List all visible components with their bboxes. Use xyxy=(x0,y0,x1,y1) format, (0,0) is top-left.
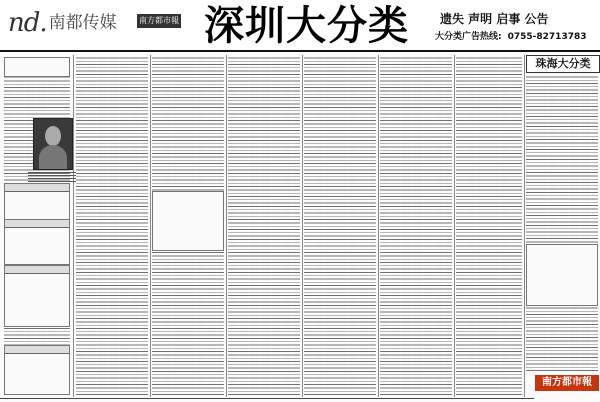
column-divider xyxy=(226,55,227,397)
logo-badge: 南方都市報 xyxy=(137,14,181,28)
zhuhai-section-title: 珠海大分类 xyxy=(526,55,600,73)
column-divider xyxy=(150,55,151,397)
hotline-label: 大分类广告热线: xyxy=(435,32,502,42)
bottom-rule xyxy=(0,398,534,399)
ad-box xyxy=(526,244,598,306)
column-divider xyxy=(454,55,455,397)
page-title: 深圳大分类 xyxy=(204,3,409,49)
ad-box xyxy=(4,345,70,395)
nd-logo xyxy=(8,10,117,36)
ad-column-5 xyxy=(304,55,376,397)
categories-line: 遗失 声明 启事 公告 xyxy=(440,12,549,26)
photo-caption xyxy=(28,172,76,182)
zhuhai-rule xyxy=(526,72,598,73)
corner-subtext xyxy=(535,391,599,401)
masthead xyxy=(0,0,600,52)
ad-box xyxy=(4,219,70,265)
newspaper-logo-badge: 南方都市報 xyxy=(535,375,599,391)
masthead-rule xyxy=(0,50,600,52)
portrait-photo xyxy=(33,118,73,170)
ad-box xyxy=(4,265,70,327)
column-divider xyxy=(302,55,303,397)
ad-column-7 xyxy=(456,55,522,397)
ad-column-6 xyxy=(380,55,452,397)
logo-text: 南都传媒 xyxy=(48,13,117,33)
column-divider xyxy=(73,55,74,397)
hotline xyxy=(435,29,587,42)
hotline-number: 0755-82713783 xyxy=(507,32,587,42)
ad-box xyxy=(152,191,224,251)
ad-column-2 xyxy=(76,55,148,397)
column-divider xyxy=(378,55,379,397)
ad-column-8 xyxy=(526,74,598,372)
ad-column-4 xyxy=(228,55,300,397)
column-divider xyxy=(524,55,525,397)
ad-column-1 xyxy=(4,55,70,397)
ad-box xyxy=(4,57,70,77)
ad-column-3 xyxy=(152,55,224,397)
logo-mark: nd. xyxy=(8,8,47,38)
